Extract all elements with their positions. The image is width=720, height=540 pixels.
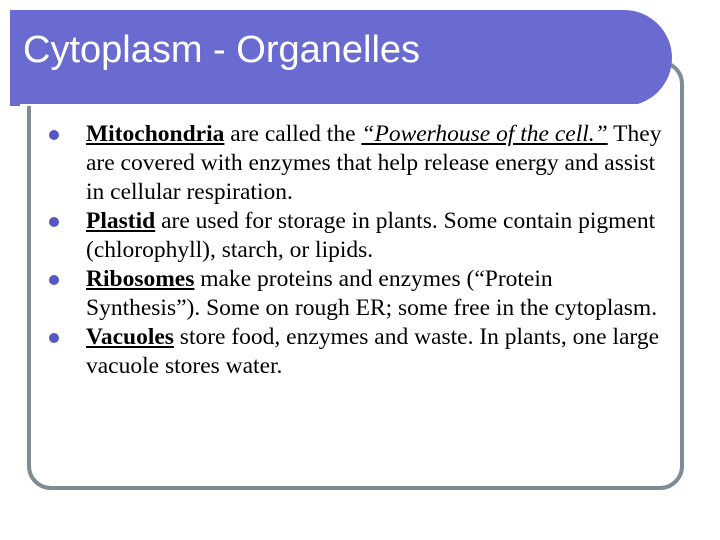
term-ribosomes: Ribosomes <box>86 266 195 292</box>
bullet-list <box>48 120 668 381</box>
quote-powerhouse: “Powerhouse of the cell.” <box>361 121 608 147</box>
bullet-mitochondria <box>48 120 668 207</box>
bullet-dot-icon <box>49 333 59 343</box>
bullet-text: are used for storage in plants. Some contain pigment (chlorophyll), starch, or lipids. <box>86 208 656 263</box>
bullet-dot-icon <box>49 217 59 227</box>
bullet-dot-icon <box>49 130 59 140</box>
slide-title: Cytoplasm - Organelles <box>23 29 421 71</box>
term-plastid: Plastid <box>86 208 156 234</box>
bullet-dot-icon <box>49 275 59 285</box>
bullet-text: They are covered with enzymes that help release energy and assist in cellular respiration. <box>86 121 662 205</box>
term-vacuoles: Vacuoles <box>86 324 174 350</box>
title-underline <box>20 104 648 106</box>
bullet-text: store food, enzymes and waste. In plants, one large vacuole stores water. <box>86 324 660 379</box>
bullet-vacuoles <box>48 323 668 381</box>
term-mitochondria: Mitochondria <box>86 121 225 147</box>
bullet-ribosomes <box>48 265 668 323</box>
bullet-text: make proteins and enzymes (“Protein Synthesis”). Some on rough ER; some free in the cytoplasm. <box>86 266 658 321</box>
bullet-plastid <box>48 207 668 265</box>
bullet-text: are called the <box>224 121 362 147</box>
